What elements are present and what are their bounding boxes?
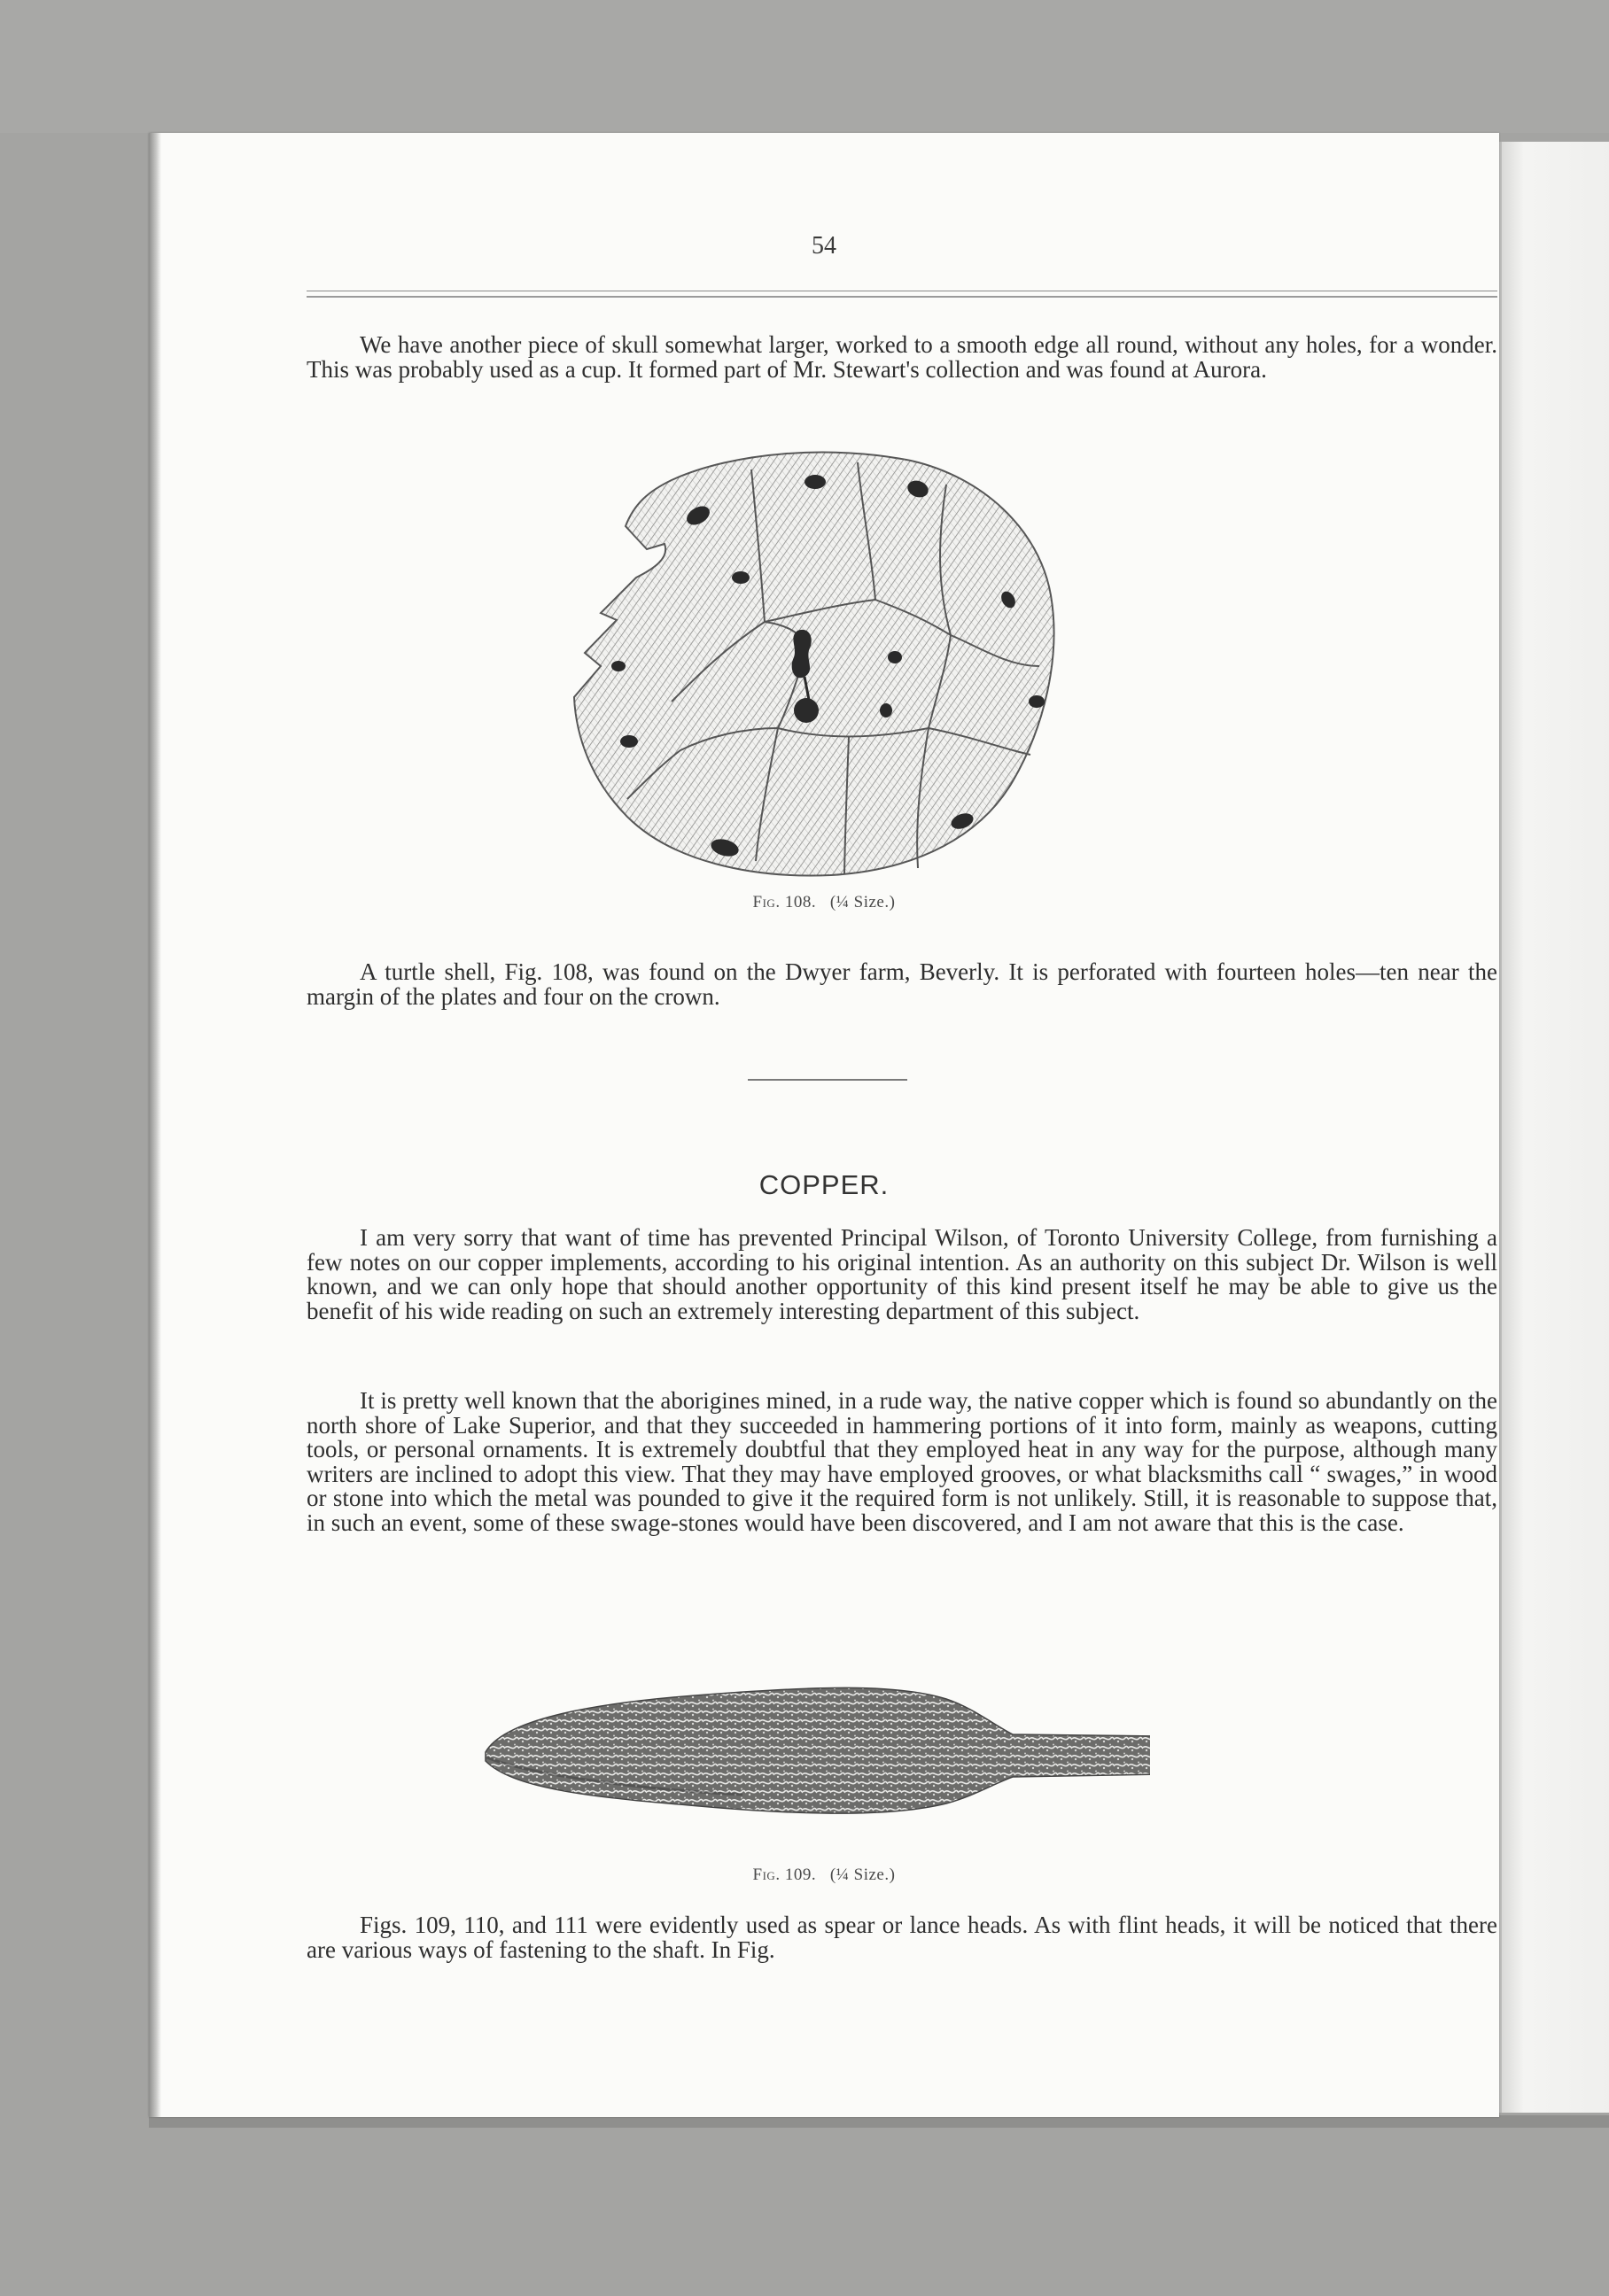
paragraph-turtle: A turtle shell, Fig. 108, was found on the Dwyer farm, Beverly. It is perforated with fourteen holes—ten near the margin of the plates and four on the crown. [307, 958, 1497, 1010]
figure-108-turtle-shell [565, 445, 1061, 883]
paragraph-skull: We have another piece of skull somewhat larger, worked to a smooth edge all round, without any holes, for a wonder. This was probably used as a cup. It formed part of Mr. Stewart's collection and was found at Aurora. [307, 331, 1497, 383]
paragraph-copper-aborigines: It is pretty well known that the aborigines mined, in a rude way, the native copper which is found so abundantly on the north shore of Lake Superior, and that they succeeded in hammering portions of it into form, mainly as weapons, cutting tools, or personal ornaments. It is extremely doubtful that they employed heat in any way for the purpose, although many writers are inclined to adopt this view. That they may have employed grooves, or what blacksmiths call “ swages,” in wood or stone into which the metal was pounded to give it the required form is not unlikely. Still, it is reasonable to suppose that, in such an event, some of these swage-stones would have been discovered, and I am not aware that this is the case. [307, 1387, 1497, 1536]
paragraph-copper-intro: I am very sorry that want of time has prevented Principal Wilson, of Toronto University College, from furnishing a few notes on our copper implements, according to his original intention. As an authority on this subject Dr. Wilson is well known, and we can only hope that should another opportunity of this kind present itself he may be able to give us the benefit of his wide reading on such an extremely interesting department of this subject. [307, 1224, 1497, 1324]
section-separator [748, 1079, 907, 1081]
figure-108-scale: (¼ Size.) [829, 893, 896, 911]
figure-109-label: Fig. 109. [752, 1866, 817, 1884]
book-page [149, 133, 1499, 2117]
page-number: 54 [812, 232, 836, 260]
page-bottom-shadow [149, 2115, 1609, 2128]
scan-background-top [0, 0, 1609, 133]
figure-109-scale: (¼ Size.) [829, 1866, 896, 1884]
figure-109-caption [149, 1866, 1499, 1885]
figure-108-caption [149, 893, 1499, 912]
figure-108-label: Fig. 108. [752, 893, 817, 911]
figure-109-copper-spearhead [477, 1672, 1150, 1827]
adjacent-page-edge [1499, 142, 1609, 2113]
section-heading-copper: COPPER. [758, 1169, 890, 1200]
header-rule-double [307, 296, 1497, 298]
paragraph-spear-heads: Figs. 109, 110, and 111 were evidently used as spear or lance heads. As with flint heads, it will be noticed that there are various ways of fastening to the shaft. In Fig. [307, 1912, 1497, 1963]
